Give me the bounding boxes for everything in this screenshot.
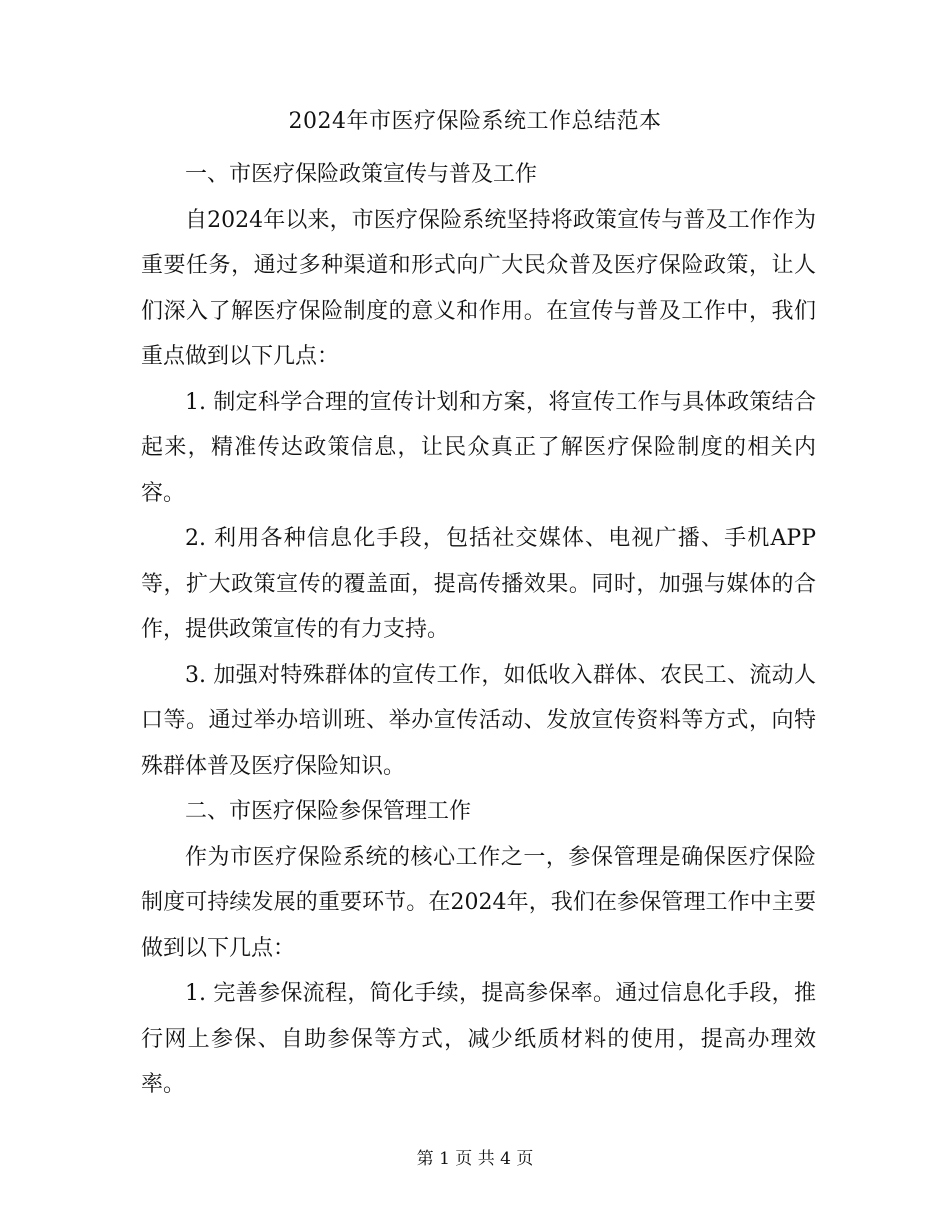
list-item-1-1: 1. 制定科学合理的宣传计划和方案，将宣传工作与具体政策结合起来，精准传达政策信息，让民众真正了解医疗保险制度的相关内容。 [141,389,816,506]
paragraph-intro-1: 自2024年以来，市医疗保险系统坚持将政策宣传与普及工作作为重要任务，通过多种渠道和形式向广大民众普及医疗保险政策，让人们深入了解医疗保险制度的意义和作用。在宣传与普及工作中，我们重点做到以下几点： [141,207,816,369]
list-item-2-1: 1. 完善参保流程，简化手续，提高参保率。通过信息化手段，推行网上参保、自助参保等方式，减少纸质材料的使用，提高办理效率。 [141,981,816,1097]
section-heading-2: 二、市医疗保险参保管理工作 [185,799,472,824]
document-body [141,152,816,1108]
page-footer: 第 1 页 共 4 页 [416,1149,534,1169]
paragraph-intro-2: 作为市医疗保险系统的核心工作之一，参保管理是确保医疗保险制度可持续发展的重要环节。在2024年，我们在参保管理工作中主要做到以下几点： [141,844,816,961]
list-item-1-2: 2. 利用各种信息化手段，包括社交媒体、电视广播、手机APP等，扩大政策宣传的覆盖面，提高传播效果。同时，加强与媒体的合作，提供政策宣传的有力支持。 [141,526,816,642]
list-item-1-3: 3. 加强对特殊群体的宣传工作，如低收入群体、农民工、流动人口等。通过举办培训班、举办宣传活动、发放宣传资料等方式，向特殊群体普及医疗保险知识。 [141,662,816,779]
section-heading-1: 一、市医疗保险政策宣传与普及工作 [185,162,538,187]
document-title: 2024年市医疗保险系统工作总结范本 [288,109,662,134]
